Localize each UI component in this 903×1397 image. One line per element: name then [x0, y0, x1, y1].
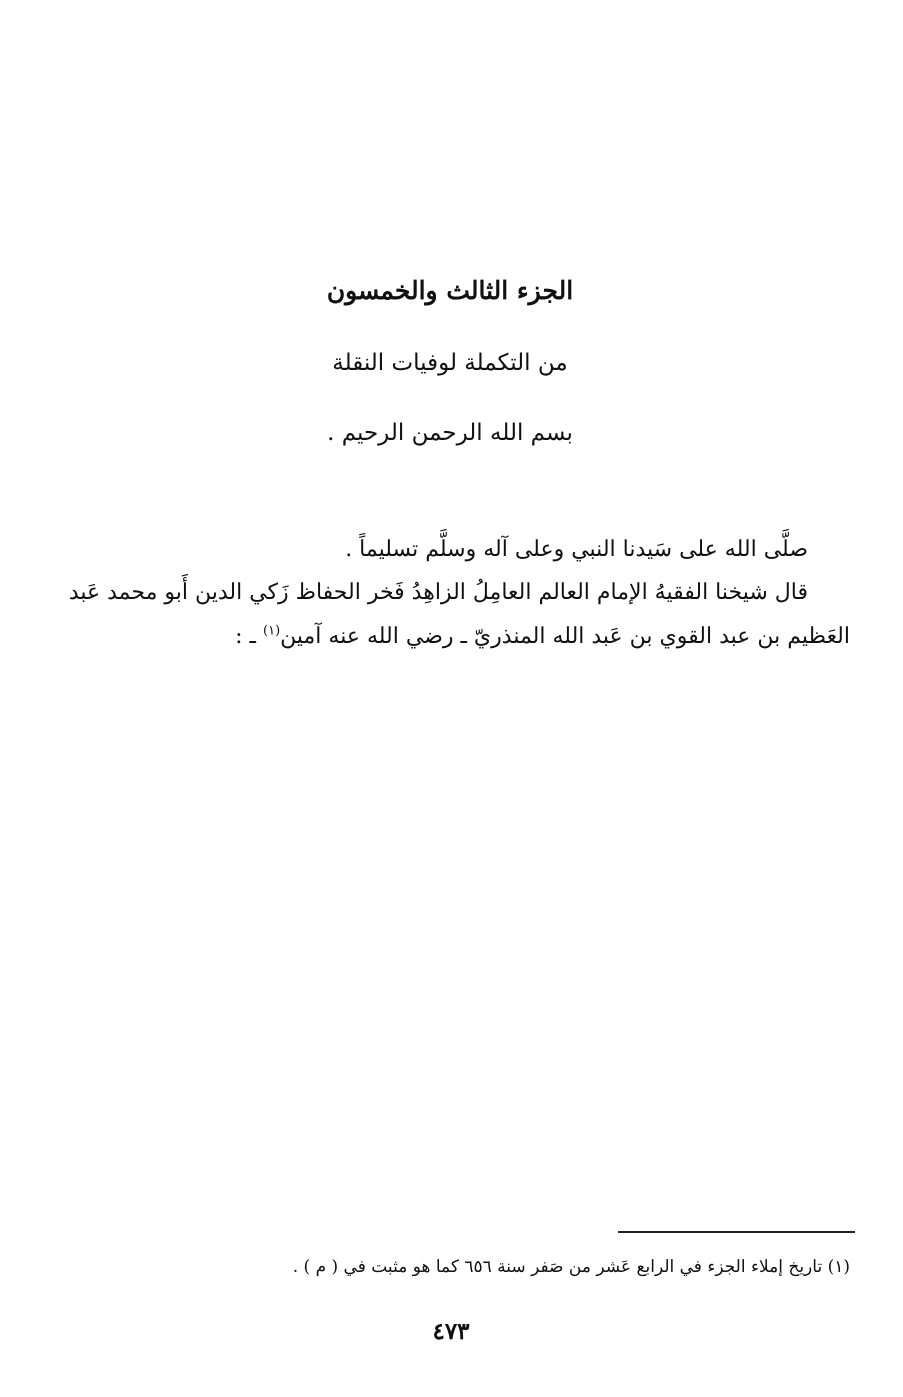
- page-number: ٤٧٣: [432, 1318, 470, 1345]
- footnote-divider: [618, 1231, 855, 1233]
- basmala: بسم الله الرحمن الرحيم .: [327, 420, 573, 446]
- book-subtitle: من التكملة لوفيات النقلة: [332, 350, 568, 376]
- body-line-1: صلَّى الله على سَيدنا النبي وعلى آله وسلَّم تسليماً .: [345, 537, 808, 562]
- body-line-3-tail: ـ :: [235, 624, 263, 649]
- body-line-3-text: العَظيم بن عبد القوي بن عَبد الله المنذريّ ـ رضي الله عنه آمين: [280, 624, 850, 649]
- body-line-3: [235, 624, 850, 649]
- body-line-2: قال شيخنا الفقيهُ الإمام العالم العامِلُ الزاهِدُ فَخر الحفاظ زَكي الدين أَبو محمد عَبد: [68, 580, 808, 605]
- footnote-1: (١) تاريخ إملاء الجزء في الرابع عَشر من صَفر سنة ٦٥٦ كما هو مثبت في ( م ) .: [292, 1257, 850, 1277]
- footnote-reference: (١): [263, 623, 281, 639]
- part-title: الجزء الثالث والخمسون: [326, 276, 574, 305]
